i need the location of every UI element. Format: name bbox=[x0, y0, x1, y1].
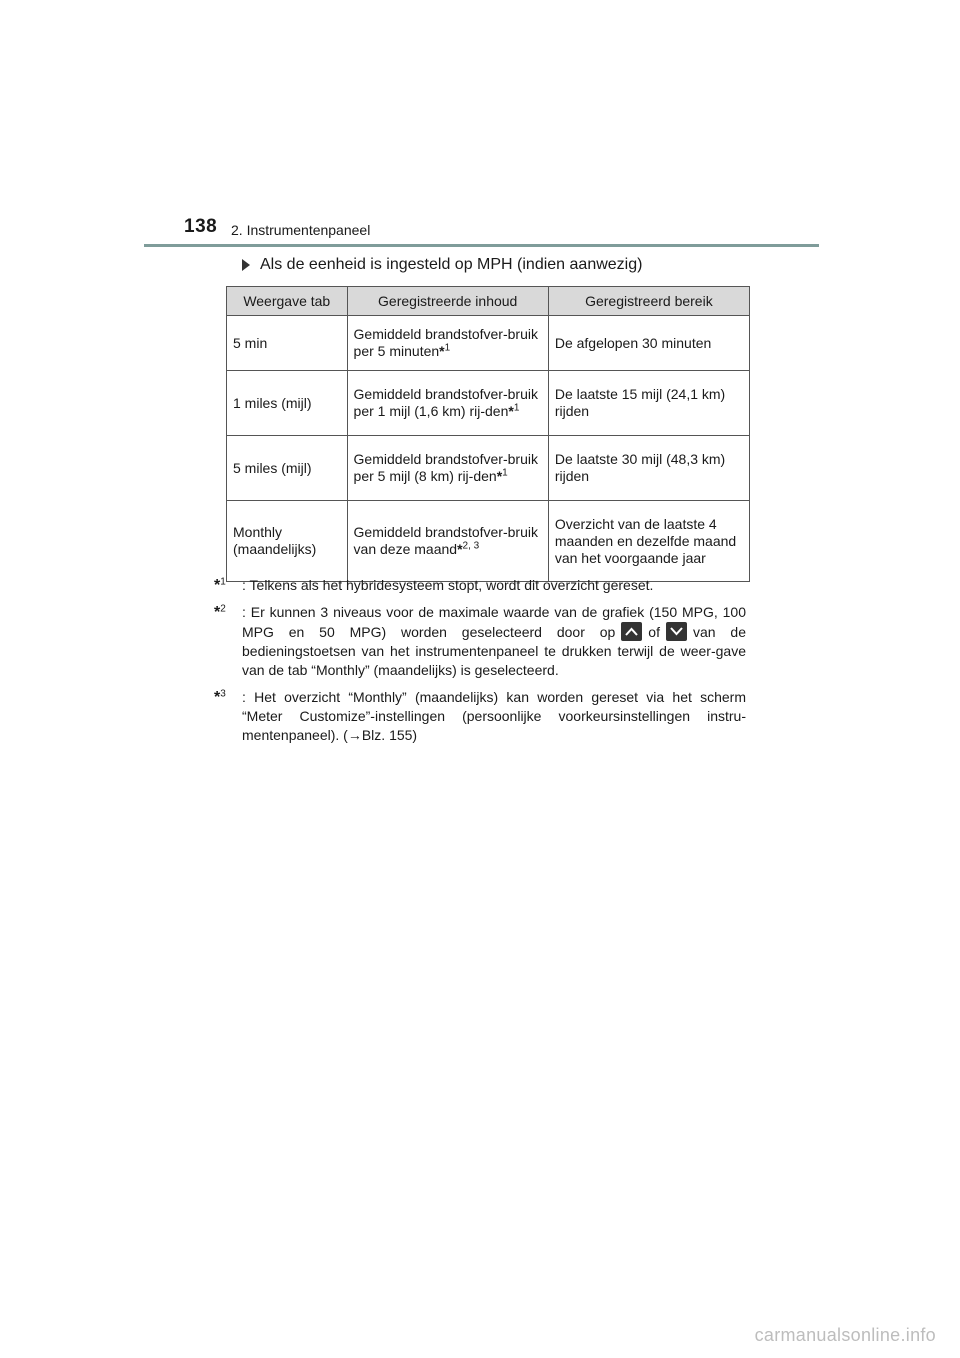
table-row bbox=[227, 371, 750, 436]
cell-range: De laatste 30 mijl (48,3 km) rijden bbox=[548, 436, 749, 501]
cell-range: De afgelopen 30 minuten bbox=[548, 316, 749, 371]
chapter-title: 2. Instrumentenpaneel bbox=[231, 222, 371, 238]
footnote-ref: 1 bbox=[502, 467, 508, 479]
cell-content bbox=[347, 371, 548, 436]
cell-tab: 5 min bbox=[227, 316, 348, 371]
cell-content bbox=[347, 316, 548, 371]
column-header-content: Geregistreerde inhoud bbox=[347, 287, 548, 316]
watermark: carmanualsonline.info bbox=[754, 1325, 936, 1345]
chevron-down-icon bbox=[666, 622, 687, 641]
footnote-marker: *$^2$ bbox=[214, 603, 226, 621]
footnote-star: * bbox=[508, 403, 514, 419]
footnote-2 bbox=[214, 603, 746, 680]
cell-tab: Monthly (maandelijks) bbox=[227, 501, 348, 582]
footnote-star: * bbox=[439, 343, 445, 359]
footnote-text-before: : Er kunnen 3 niveaus voor de maximale waarde van de grafiek (150 MPG, 100 MPG en 50 MPG) worden geselecteerd door op bbox=[242, 604, 746, 640]
cell-content-text: Gemiddeld brandstofver-bruik per 5 minuten bbox=[353, 326, 538, 359]
footnote-text: : Het overzicht “Monthly” (maandelijks) kan worden gereset via het scherm “Meter Customize”-instellingen (persoonlijke voorkeursinstellingen instru-mentenpaneel). (→Blz. 155) bbox=[242, 689, 746, 743]
footnote-text-after: van de bedieningstoetsen van het instrumentenpaneel te drukken terwijl de weer-gave van de tab “Monthly” (maandelijks) is geselecteerd. bbox=[242, 624, 746, 678]
footnote-ref: 1 bbox=[513, 402, 520, 414]
cell-tab: 5 miles (mijl) bbox=[227, 436, 348, 501]
cell-content bbox=[347, 501, 548, 582]
footnote-star: * bbox=[457, 541, 463, 557]
header-rule bbox=[144, 244, 819, 247]
cell-content bbox=[347, 436, 548, 501]
table-row bbox=[227, 501, 750, 582]
table-row bbox=[227, 316, 750, 371]
cell-range: De laatste 15 mijl (24,1 km) rijden bbox=[548, 371, 749, 436]
cell-tab: 1 miles (mijl) bbox=[227, 371, 348, 436]
column-header-range: Geregistreerd bereik bbox=[548, 287, 749, 316]
triangle-bullet-icon bbox=[242, 259, 250, 271]
section-heading bbox=[242, 256, 642, 274]
footnote-text: : Telkens als het hybridesysteem stopt, wordt dit overzicht gereset. bbox=[242, 577, 654, 593]
footnote-star: * bbox=[496, 468, 503, 484]
chevron-up-icon bbox=[621, 622, 642, 641]
column-header-tab: Weergave tab bbox=[227, 287, 348, 316]
page-number: 138 bbox=[184, 216, 218, 237]
footnote-1 bbox=[214, 576, 746, 595]
footnote-marker: *$^3$ bbox=[214, 688, 226, 706]
table-row bbox=[227, 436, 750, 501]
footnote-ref: 1 bbox=[444, 342, 451, 354]
footnote-marker: *$^1$ bbox=[214, 576, 226, 594]
footnotes bbox=[214, 576, 746, 753]
footnote-text bbox=[242, 603, 746, 680]
cell-content-text: Gemiddeld brandstofver-bruik van deze maand bbox=[353, 524, 538, 557]
cell-content-text: Gemiddeld brandstofver-bruik per 1 mijl (1,6 km) rij-den bbox=[353, 386, 538, 419]
footnote-ref: 2, 3 bbox=[462, 540, 480, 552]
cell-content-text: Gemiddeld brandstofver-bruik per 5 mijl (8 km) rij-den bbox=[353, 451, 538, 484]
fuel-history-table bbox=[226, 286, 750, 582]
section-heading-text: Als de eenheid is ingesteld op MPH (indien aanwezig) bbox=[260, 256, 643, 273]
footnote-text-middle: of bbox=[648, 624, 660, 640]
table-header-row bbox=[227, 287, 750, 316]
footnote-3 bbox=[214, 688, 746, 745]
cell-range: Overzicht van de laatste 4 maanden en dezelfde maand van het voorgaande jaar bbox=[548, 501, 749, 582]
